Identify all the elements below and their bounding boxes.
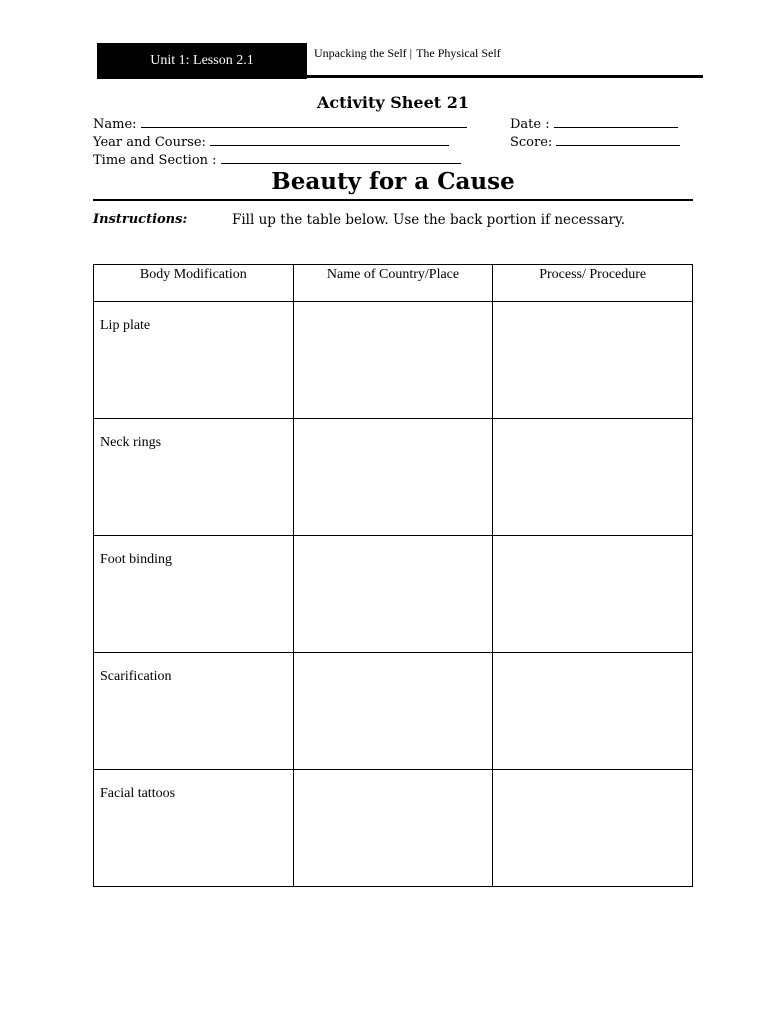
activity-sheet-title: Activity Sheet 21: [316, 93, 470, 112]
row-label: Neck rings: [94, 419, 294, 536]
process-cell[interactable]: [493, 419, 693, 536]
title-rule: [93, 199, 693, 201]
subject-label: Unpacking the Self: [314, 46, 407, 60]
process-cell[interactable]: [493, 536, 693, 653]
date-line: [554, 115, 678, 128]
name-label: Name:: [93, 117, 137, 132]
name-field: [93, 115, 467, 132]
lesson-banner: [97, 43, 307, 79]
time-section-label: Time and Section :: [93, 153, 217, 168]
process-cell[interactable]: [493, 653, 693, 770]
header-country-place: Name of Country/Place: [293, 265, 493, 302]
country-cell[interactable]: [293, 770, 493, 887]
name-line: [141, 115, 467, 128]
row-label: Facial tattoos: [94, 770, 294, 887]
table-header-row: [94, 265, 693, 302]
header-process-procedure: Process/ Procedure: [493, 265, 693, 302]
country-cell[interactable]: [293, 419, 493, 536]
process-cell[interactable]: [493, 302, 693, 419]
year-course-field: [93, 133, 449, 150]
topic-label: The Physical Self: [416, 46, 501, 60]
score-line: [556, 133, 680, 146]
table-row: [94, 302, 693, 419]
time-section-field: [93, 151, 461, 168]
table-row: [94, 419, 693, 536]
year-course-label: Year and Course:: [93, 135, 206, 150]
header-topic: [314, 46, 501, 61]
year-course-line: [210, 133, 449, 146]
table-row: [94, 536, 693, 653]
process-cell[interactable]: [493, 770, 693, 887]
header-body-modification: Body Modification: [94, 265, 294, 302]
country-cell[interactable]: [293, 302, 493, 419]
score-field: [510, 133, 680, 150]
country-cell[interactable]: [293, 653, 493, 770]
date-label: Date :: [510, 117, 550, 132]
main-title: Beauty for a Cause: [271, 168, 515, 195]
row-label: Scarification: [94, 653, 294, 770]
header-rule: [97, 75, 703, 78]
table-row: [94, 653, 693, 770]
date-field: [510, 115, 678, 132]
instructions-text: Fill up the table below. Use the back portion if necessary.: [232, 212, 626, 228]
country-cell[interactable]: [293, 536, 493, 653]
score-label: Score:: [510, 135, 553, 150]
header-separator: |: [409, 46, 413, 60]
row-label: Foot binding: [94, 536, 294, 653]
instructions-label: Instructions:: [93, 212, 188, 227]
lesson-label: Unit 1: Lesson 2.1: [150, 53, 254, 68]
time-section-line: [221, 151, 461, 164]
activity-table: [93, 264, 693, 887]
table-row: [94, 770, 693, 887]
row-label: Lip plate: [94, 302, 294, 419]
